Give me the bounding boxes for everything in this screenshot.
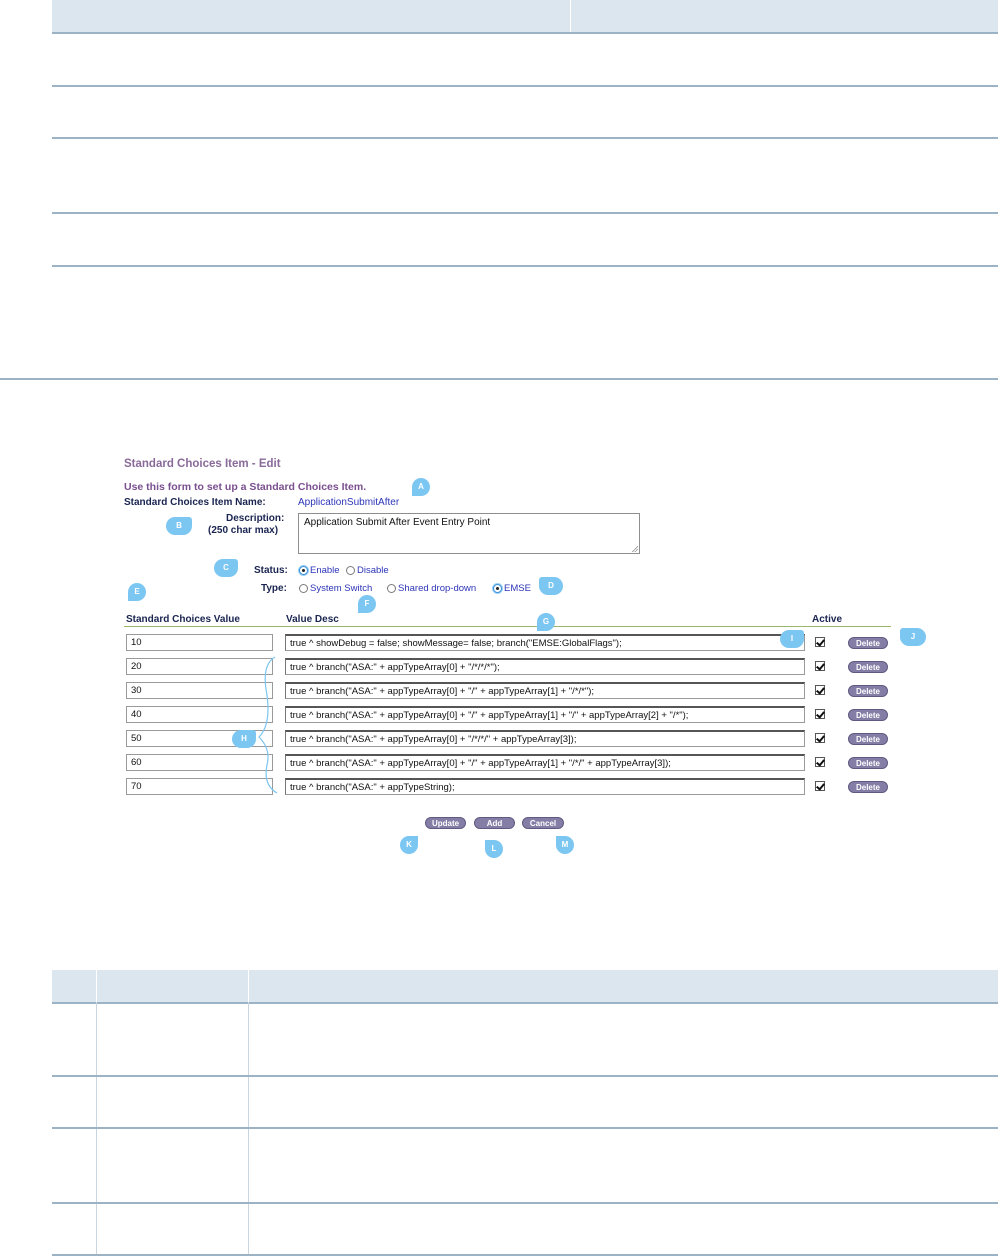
bottom-table-header-divider <box>96 970 97 1002</box>
active-checkbox[interactable] <box>815 709 825 719</box>
column-header-active: Active <box>812 614 843 625</box>
delete-button[interactable]: Delete <box>848 733 888 745</box>
active-checkbox[interactable] <box>815 637 825 647</box>
choice-value-input[interactable]: 40 <box>126 706 273 723</box>
status-label: Status: <box>254 565 288 576</box>
delete-button[interactable]: Delete <box>848 757 888 769</box>
delete-button[interactable]: Delete <box>848 637 888 649</box>
bottom-table-row-divider <box>52 1202 998 1204</box>
callout-i: I <box>780 630 804 648</box>
callout-e: E <box>128 583 146 601</box>
active-checkbox[interactable] <box>815 733 825 743</box>
cancel-button[interactable]: Cancel <box>522 817 564 829</box>
form-intro: Use this form to set up a Standard Choices Item. <box>124 481 367 493</box>
callout-a: A <box>412 478 430 496</box>
active-checkbox[interactable] <box>815 757 825 767</box>
bottom-table-col-divider <box>248 1002 249 1256</box>
choice-desc-input[interactable]: true ^ showDebug = false; showMessage= false; branch("EMSE:GlobalFlags"); <box>285 634 805 651</box>
bottom-table-row-divider <box>52 1254 998 1256</box>
callout-m: M <box>556 836 574 854</box>
active-checkbox[interactable] <box>815 661 825 671</box>
callout-k: K <box>400 836 418 854</box>
callout-c: C <box>214 559 238 577</box>
choice-value-input[interactable]: 20 <box>126 658 273 675</box>
form-title: Standard Choices Item - Edit <box>124 458 281 470</box>
choice-value-input[interactable]: 30 <box>126 682 273 699</box>
item-name-label: Standard Choices Item Name: <box>124 497 266 508</box>
callout-j: J <box>900 628 926 646</box>
status-disable-radio[interactable] <box>346 566 355 575</box>
choice-desc-input[interactable]: true ^ branch("ASA:" + appTypeArray[0] + "/" + appTypeArray[1] + "/*/*"); <box>285 682 805 699</box>
choice-value-input[interactable]: 10 <box>126 634 273 651</box>
bottom-table-row-divider <box>52 1127 998 1129</box>
type-label: Type: <box>261 583 287 594</box>
description-label: Description: <box>226 513 285 524</box>
description-hint: (250 char max) <box>208 525 279 536</box>
choice-value-input[interactable]: 50 <box>126 730 273 747</box>
callout-b: B <box>166 517 192 535</box>
choice-value-input[interactable]: 70 <box>126 778 273 795</box>
type-shared-dropdown-radio[interactable] <box>387 584 396 593</box>
item-name-value: ApplicationSubmitAfter <box>298 497 400 508</box>
choice-desc-input[interactable]: true ^ branch("ASA:" + appTypeArray[0] + "/*/*/" + appTypeArray[3]); <box>285 730 805 747</box>
delete-button[interactable]: Delete <box>848 709 888 721</box>
delete-button[interactable]: Delete <box>848 685 888 697</box>
resize-handle-icon[interactable] <box>631 545 638 552</box>
choice-desc-input[interactable]: true ^ branch("ASA:" + appTypeArray[0] + "/" + appTypeArray[1] + "/" + appTypeArray[2] + "/*"); <box>285 706 805 723</box>
callout-f: F <box>358 595 376 613</box>
type-shared-dropdown-label: Shared drop-down <box>398 583 477 594</box>
bottom-table-col-divider <box>96 1002 97 1256</box>
bottom-table-row-divider <box>52 1075 998 1077</box>
bottom-table-header-divider <box>248 970 249 1002</box>
description-text: Application Submit After Event Entry Point <box>304 517 491 528</box>
type-system-switch-radio[interactable] <box>299 584 308 593</box>
type-emse-label: EMSE <box>504 583 531 594</box>
bottom-table <box>52 970 998 1258</box>
choice-desc-input[interactable]: true ^ branch("ASA:" + appTypeArray[0] + "/" + appTypeArray[1] + "/*/" + appTypeArray[3]); <box>285 754 805 771</box>
column-header-value: Standard Choices Value <box>126 614 240 625</box>
callout-g: G <box>537 613 555 631</box>
bottom-table-header <box>52 970 998 1004</box>
add-button[interactable]: Add <box>474 817 515 829</box>
description-textarea[interactable] <box>298 513 640 554</box>
callout-h-bracket <box>255 655 285 795</box>
choice-desc-input[interactable]: true ^ branch("ASA:" + appTypeArray[0] + "/*/*/*"); <box>285 658 805 675</box>
delete-button[interactable]: Delete <box>848 781 888 793</box>
active-checkbox[interactable] <box>815 781 825 791</box>
type-emse-radio[interactable] <box>493 584 502 593</box>
active-checkbox[interactable] <box>815 685 825 695</box>
callout-d: D <box>539 577 563 595</box>
update-button[interactable]: Update <box>425 817 466 829</box>
choice-value-input[interactable]: 60 <box>126 754 273 771</box>
callout-h: H <box>232 730 256 748</box>
status-enable-label: Enable <box>310 565 340 576</box>
callout-l: L <box>485 840 503 858</box>
status-enable-radio[interactable] <box>299 566 308 575</box>
column-header-underline <box>124 626 891 627</box>
type-system-switch-label: System Switch <box>310 583 373 594</box>
choice-desc-input[interactable]: true ^ branch("ASA:" + appTypeString); <box>285 778 805 795</box>
status-disable-label: Disable <box>357 565 389 576</box>
column-header-desc: Value Desc <box>286 614 339 625</box>
delete-button[interactable]: Delete <box>848 661 888 673</box>
